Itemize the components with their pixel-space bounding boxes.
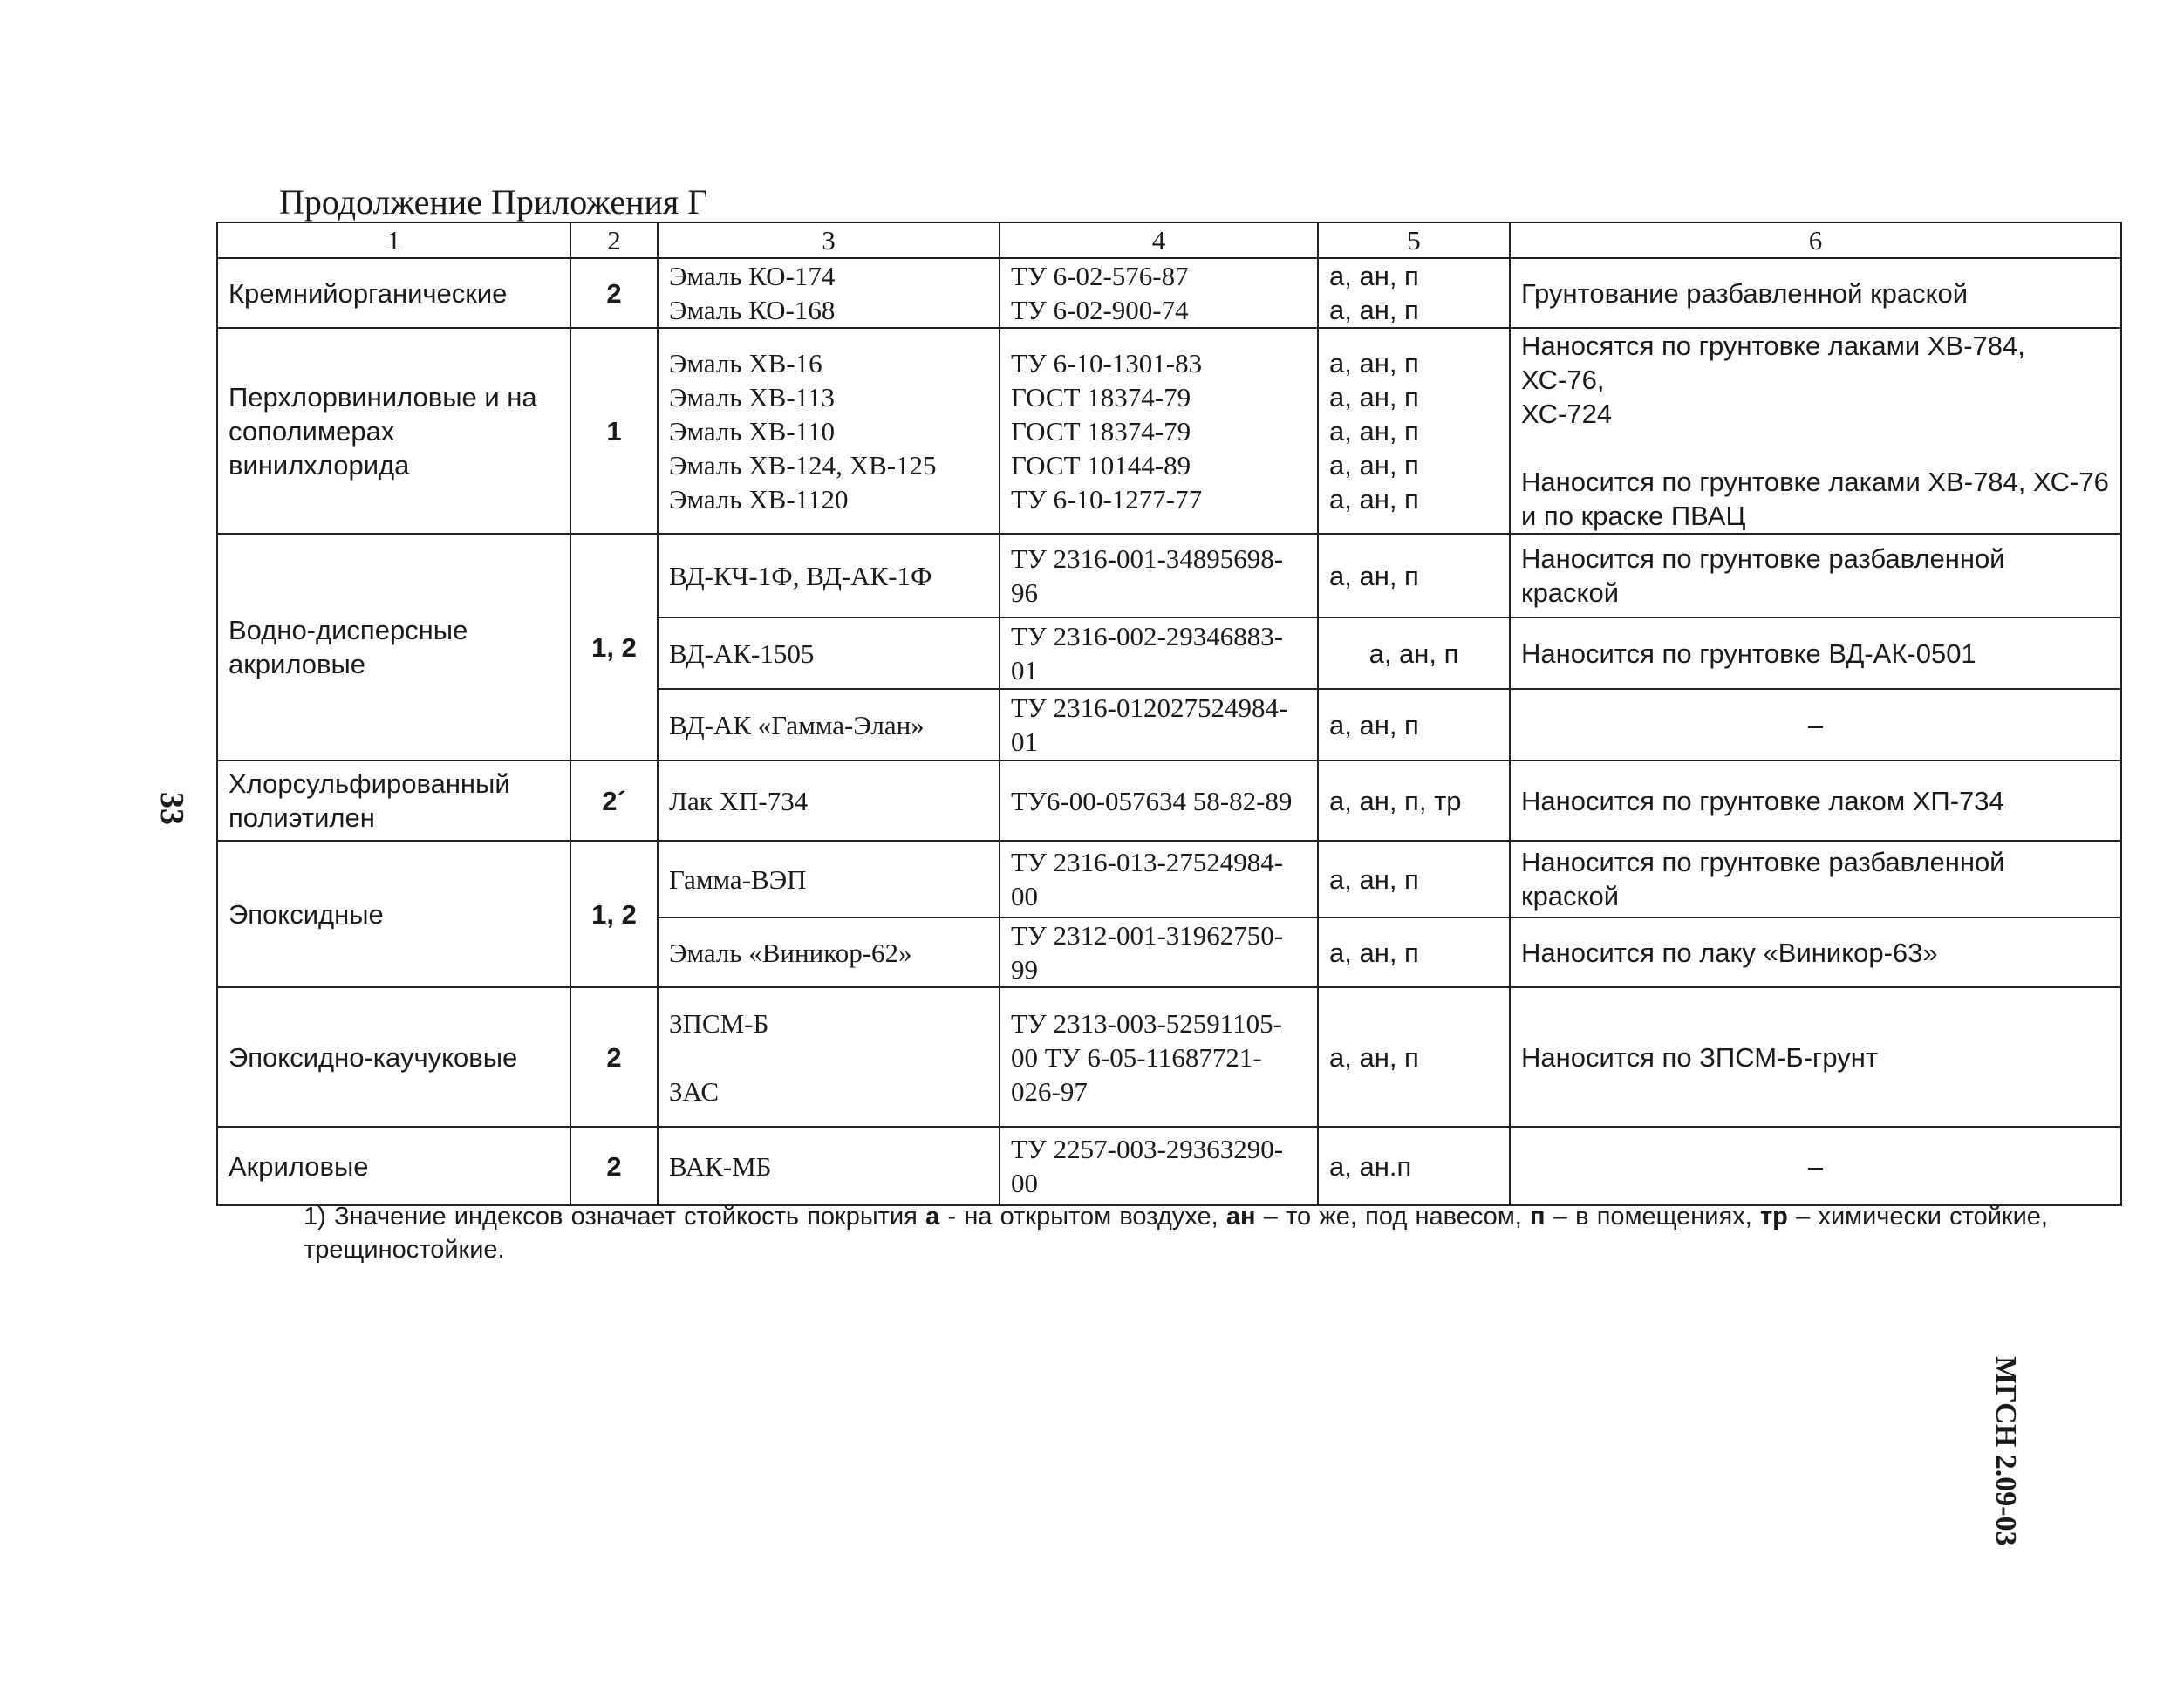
resistance-cell: а, ан, п [1318, 689, 1510, 760]
footnote-index: а [925, 1203, 940, 1231]
standard-line: ТУ 6-10-1301-83 [1011, 347, 1203, 379]
coating-type-cell: Эпоксидно-каучуковые [217, 987, 570, 1127]
header-cell: 4 [1000, 222, 1318, 258]
header-cell: 2 [570, 222, 658, 258]
material-line: Эмаль ХВ-1120 [669, 483, 849, 515]
standard-cell: ТУ 2312-001-31962750-99 [1000, 917, 1318, 987]
standard-cell: ТУ 2257-003-29363290-00 [1000, 1127, 1318, 1205]
material-cell: ВД-АК-1505 [658, 617, 1000, 689]
coating-type-cell: Водно-дисперсные акриловые [217, 534, 570, 760]
standard-cell [1000, 258, 1318, 328]
note-cell: – [1510, 1127, 2121, 1205]
material-cell: ВД-КЧ-1Ф, ВД-АК-1Ф [658, 534, 1000, 617]
footnote-text: 1) Значение индексов означает стойкость покрытия [304, 1203, 926, 1231]
resistance-cell: а, ан, п [1318, 841, 1510, 917]
group-cell: 2 [570, 258, 658, 328]
standard-line: ТУ 6-10-1277-77 [1011, 483, 1203, 515]
material-line: Эмаль ХВ-110 [669, 415, 835, 447]
standard-cell: ТУ 2316-012027524984-01 [1000, 689, 1318, 760]
material-cell: Лак ХП-734 [658, 760, 1000, 841]
table-row [217, 841, 2121, 917]
table-row [217, 987, 2121, 1127]
material-line: Эмаль КО-174 [669, 261, 836, 291]
table-row [217, 760, 2121, 841]
note-cell: Наносится по грунтовке лаком ХП-734 [1510, 760, 2121, 841]
group-cell: 1 [570, 328, 658, 534]
note-cell [1510, 328, 2121, 534]
standard-line: ТУ 6-02-576-87 [1011, 261, 1189, 291]
note-cell: Наносится по лаку «Виникор-63» [1510, 917, 2121, 987]
note-cell: Наносится по ЗПСМ-Б-грунт [1510, 987, 2121, 1127]
note-cell: Грунтование разбавленной краской [1510, 258, 2121, 328]
footnote-index: тр [1759, 1203, 1788, 1231]
material-line: Эмаль КО-168 [669, 295, 836, 325]
standard-line: ТУ 6-02-900-74 [1011, 295, 1189, 325]
header-cell: 1 [217, 222, 570, 258]
footnote-text: – то же, под навесом, [1255, 1203, 1531, 1231]
group-cell: 2´ [570, 760, 658, 841]
coatings-table [216, 222, 2122, 1206]
resistance-line: а, ан, п [1329, 261, 1419, 291]
standard-cell: ТУ 2313-003-52591105-00 ТУ 6-05-11687721-026-97 [1000, 987, 1318, 1127]
resistance-line: а, ан, п [1329, 347, 1419, 379]
material-line: ЗПСМ-Б [669, 1007, 769, 1039]
coating-type-cell: Хлорсульфированный полиэтилен [217, 760, 570, 841]
page-number: 33 [154, 792, 190, 825]
standard-cell: ТУ 2316-001-34895698-96 [1000, 534, 1318, 617]
coating-type-cell: Акриловые [217, 1127, 570, 1205]
header-cell: 6 [1510, 222, 2121, 258]
resistance-cell: а, ан, п [1318, 987, 1510, 1127]
note-cell: Наносится по грунтовке разбавленной краской [1510, 534, 2121, 617]
note-cell: Наносится по грунтовке ВД-АК-0501 [1510, 617, 2121, 689]
material-cell: Эмаль «Виникор-62» [658, 917, 1000, 987]
coating-type-cell: Кремнийорганические [217, 258, 570, 328]
resistance-line: а, ан, п [1329, 449, 1419, 481]
material-cell [658, 328, 1000, 534]
header-cell: 3 [658, 222, 1000, 258]
material-cell [658, 258, 1000, 328]
group-cell: 1, 2 [570, 534, 658, 760]
material-line: ЗАС [669, 1075, 720, 1107]
footnote-index: п [1530, 1203, 1546, 1231]
standard-line: ГОСТ 18374-79 [1011, 381, 1191, 413]
resistance-cell [1318, 328, 1510, 534]
note-line: Наносится по грунтовке лаками ХВ-784, ХС-76 и по краске ПВАЦ [1521, 467, 2109, 531]
resistance-line: а, ан, п [1329, 483, 1419, 515]
material-line: Эмаль ХВ-16 [669, 347, 822, 379]
standard-cell: ТУ 2316-013-27524984-00 [1000, 841, 1318, 917]
material-line: Эмаль ХВ-124, ХВ-125 [669, 449, 937, 481]
material-cell [658, 987, 1000, 1127]
resistance-line: а, ан, п [1329, 415, 1419, 447]
material-cell: ВАК-МБ [658, 1127, 1000, 1205]
standard-cell [1000, 328, 1318, 534]
group-cell: 2 [570, 987, 658, 1127]
table-row [217, 1127, 2121, 1205]
standard-cell: ТУ 2316-002-29346883-01 [1000, 617, 1318, 689]
table-row [217, 328, 2121, 534]
note-cell: – [1510, 689, 2121, 760]
resistance-cell: а, ан, п, тр [1318, 760, 1510, 841]
note-line: Наносятся по грунтовке лаками ХВ-784, ХС-76, [1521, 331, 2025, 395]
resistance-cell: а, ан, п [1318, 617, 1510, 689]
resistance-line: а, ан, п [1329, 381, 1419, 413]
footnote-text: - на открытом воздухе, [939, 1203, 1226, 1231]
resistance-cell [1318, 258, 1510, 328]
resistance-cell: а, ан, п [1318, 917, 1510, 987]
table-row [217, 534, 2121, 617]
footnote-text: – химически стойкие, трещиностойкие. [304, 1203, 2048, 1264]
group-cell: 1, 2 [570, 841, 658, 987]
footnote-index: ан [1225, 1203, 1256, 1231]
material-line: Эмаль ХВ-113 [669, 381, 835, 413]
resistance-cell: а, ан, п [1318, 534, 1510, 617]
footnote [304, 1200, 2048, 1266]
standard-line: ГОСТ 18374-79 [1011, 415, 1191, 447]
standard-cell: ТУ6-00-057634 58-82-89 [1000, 760, 1318, 841]
material-cell: Гамма-ВЭП [658, 841, 1000, 917]
note-cell: Наносится по грунтовке разбавленной краской [1510, 841, 2121, 917]
table-row [217, 258, 2121, 328]
coating-type-cell: Перхлорвиниловые и на сополимерах винилхлорида [217, 328, 570, 534]
document-code: МГСН 2.09-03 [1989, 1356, 2022, 1546]
material-cell: ВД-АК «Гамма-Элан» [658, 689, 1000, 760]
table-caption: Продолжение Приложения Г [279, 182, 708, 222]
note-line: ХС-724 [1521, 399, 1613, 429]
resistance-line: а, ан, п [1329, 295, 1419, 325]
standard-line: ГОСТ 10144-89 [1011, 449, 1191, 481]
footnote-text: – в помещениях, [1545, 1203, 1760, 1231]
coating-type-cell: Эпоксидные [217, 841, 570, 987]
header-cell: 5 [1318, 222, 1510, 258]
resistance-cell: а, ан.п [1318, 1127, 1510, 1205]
header-row [217, 222, 2121, 258]
group-cell: 2 [570, 1127, 658, 1205]
